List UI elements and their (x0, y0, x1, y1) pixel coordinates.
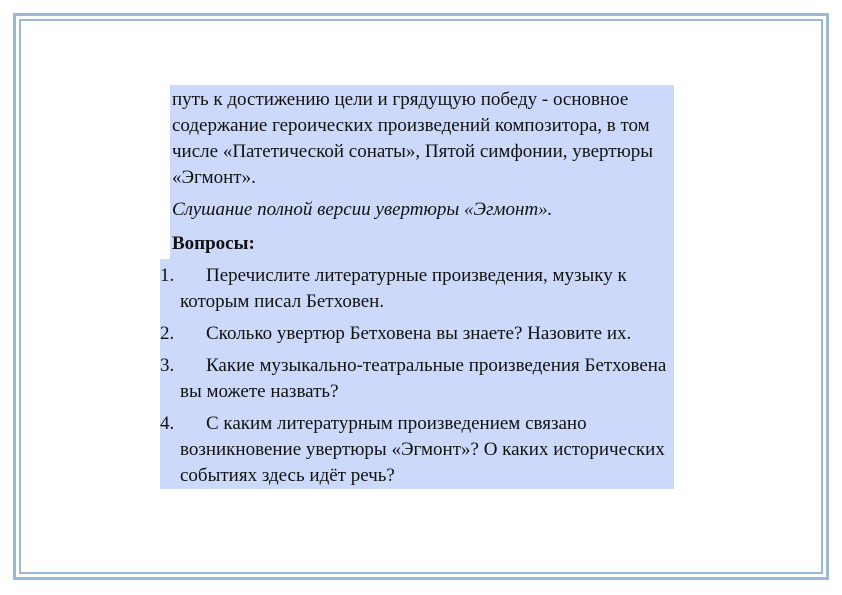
listening-note: Слушание полной версии увертюры «Эгмонт». (172, 199, 553, 220)
intro-block (170, 85, 674, 259)
list-item-text: Перечислите литературные произведения, музыку к которым писал Бетховен. (180, 265, 627, 312)
list-item (160, 263, 672, 315)
intro-paragraph: путь к достижению цели и грядущую победу - основное содержание героических произведений композитора, в том числе «Патетической сонаты», Пятой симфонии, увертюры «Эгмонт». (172, 89, 654, 188)
list-item (160, 353, 672, 405)
slide-text-box (160, 85, 674, 495)
list-item-text: С каким литературным произведением связано возникновение увертюры «Эгмонт»? О каких исторических событиях здесь идёт речь? (180, 413, 665, 486)
questions-list (160, 259, 674, 489)
list-item-text: Сколько увертюр Бетховена вы знаете? Назовите их. (206, 323, 632, 344)
list-item-number: 1. (160, 265, 175, 286)
list-item-number: 4. (160, 413, 175, 434)
list-item-number: 2. (160, 323, 175, 344)
list-item (160, 411, 672, 489)
list-item-number: 3. (160, 355, 175, 376)
list-item (160, 321, 672, 347)
questions-title: Вопросы: (172, 233, 255, 254)
list-item-text: Какие музыкально-театральные произведения Бетховена вы можете назвать? (180, 355, 667, 402)
